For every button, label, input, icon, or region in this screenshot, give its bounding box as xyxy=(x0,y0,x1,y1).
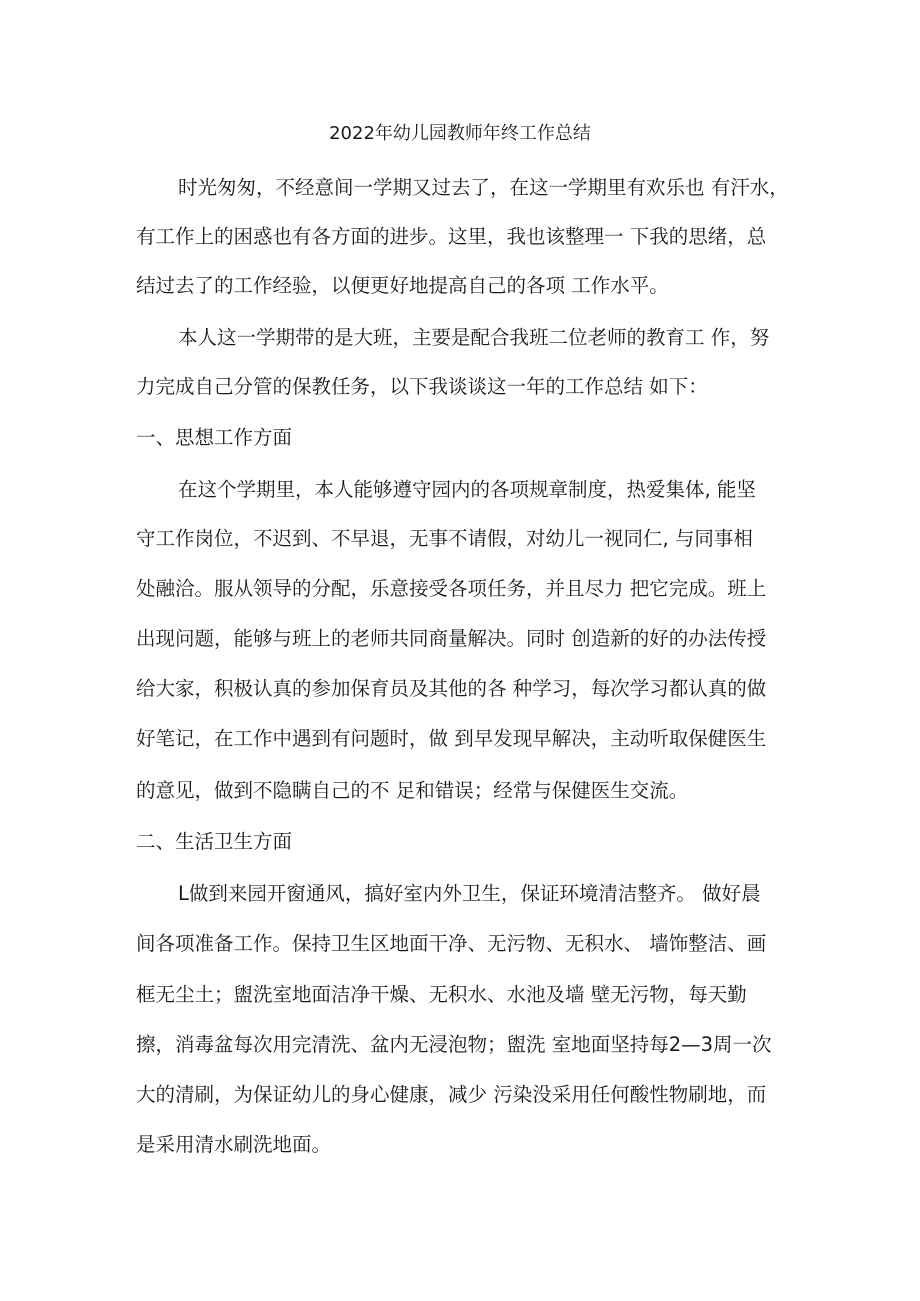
document-title: 2022年幼儿园教师年终工作总结 xyxy=(329,123,591,144)
paragraph-line: 处融洽。服从领导的分配，乐意接受各项任务，并且尽力 把它完成。班上 xyxy=(136,577,767,600)
paragraph-line: 的意见，做到不隐瞒自己的不 足和错误；经常与保健医生交流。 xyxy=(136,779,689,802)
paragraph-line: 在这个学期里，本人能够遵守园内的各项规章制度，热爱集体, 能坚 xyxy=(178,478,756,501)
section-heading: 一、思想工作方面 xyxy=(136,426,293,449)
section-heading: 二、生活卫生方面 xyxy=(136,830,293,853)
paragraph-line: 间各项准备工作。保持卫生区地面干净、无污物、无积水、 墙饰整洁、画 xyxy=(136,932,767,955)
paragraph-line: 好笔记，在工作中遇到有问题时，做 到早发现早解决，主动听取保健医生 xyxy=(136,727,767,750)
paragraph-line: 擦，消毒盆每次用完清洗、盆内无浸泡物；盥洗 室地面坚持每2—3周一次 xyxy=(136,1033,772,1056)
paragraph-line: 框无尘土；盥洗室地面洁净干燥、无积水、水池及墙 壁无污物，每天勤 xyxy=(136,983,747,1006)
paragraph-line: 有工作上的困惑也有各方面的进步。这里，我也该整理一 下我的思绪，总 xyxy=(136,225,767,248)
paragraph-line: 大的清刷，为保证幼儿的身心健康，减少 污染没采用任何酸性物刷地，而 xyxy=(136,1083,767,1106)
paragraph-line: 结过去了的工作经验，以便更好地提高自己的各项 工作水平。 xyxy=(136,274,669,297)
paragraph-line: L做到来园开窗通风，搞好室内外卫生，保证环境清洁整齐。 做好晨 xyxy=(178,882,761,905)
paragraph-line: 力完成自己分管的保教任务，以下我谈谈这一年的工作总结 如下： xyxy=(136,375,708,398)
paragraph-line: 出现问题，能够与班上的老师共同商量解决。同时 创造新的好的办法传授 xyxy=(136,627,767,650)
paragraph-line: 给大家，积极认真的参加保育员及其他的各 种学习，每次学习都认真的做 xyxy=(136,677,767,700)
paragraph-line: 守工作岗位，不迟到、不早退，无事不请假，对幼儿一视同仁, 与同事相 xyxy=(136,527,753,550)
paragraph-line: 时光匆匆，不经意间一学期又过去了，在这一学期里有欢乐也 有汗水， xyxy=(178,176,789,199)
paragraph-line: 本人这一学期带的是大班，主要是配合我班二位老师的教育工 作，努 xyxy=(178,326,770,349)
paragraph-line: 是采用清水刷洗地面。 xyxy=(136,1133,332,1156)
